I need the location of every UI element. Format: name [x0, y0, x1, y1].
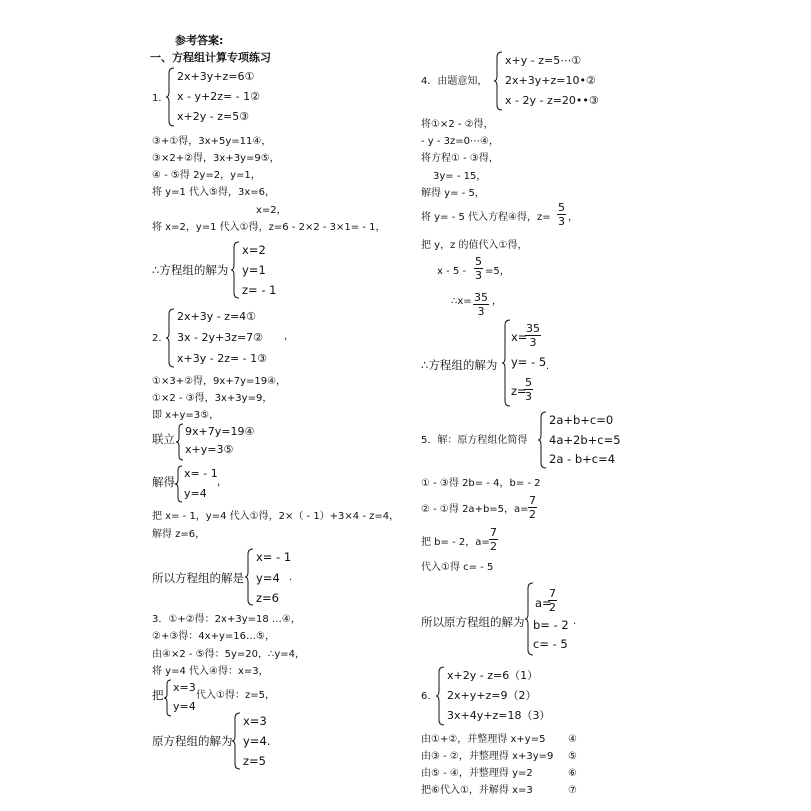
denominator: 3 [525, 390, 532, 403]
p1-sol-z: z= - 1 [242, 283, 277, 297]
p2-comma: ， [284, 331, 294, 342]
p4-x-result-tail: ， [492, 296, 502, 307]
p1-eq2: x - y+2z= - 1② [177, 90, 261, 103]
p6-step2: 由③ - ②，并整理得 x+3y=9 [421, 751, 554, 762]
p5-fraction-a2 [489, 527, 498, 552]
p2-step5: 解得 z=6， [152, 529, 206, 540]
p6-mark4: ⑦ [568, 785, 577, 796]
p6-number: 6. [421, 691, 431, 702]
p2-sol-y: y=4 [256, 571, 280, 585]
p1-eq1: 2x+3y+z=6① [177, 70, 255, 83]
denominator: 2 [549, 601, 556, 614]
p3-ba-x: x=3 [173, 681, 196, 694]
p2-eq2: 3x - 2y+3z=7② [177, 331, 264, 344]
p5-eq1: 2a+b+c=0 [549, 413, 614, 427]
p4-x-result: ∴x= [451, 296, 472, 307]
denominator: 3 [475, 269, 482, 282]
p2-lianli-eq2: x+y=3⑤ [185, 443, 234, 456]
p2-sol-period: . [289, 572, 293, 583]
p6-step1: 由①+②，并整理得 x+y=5 [421, 734, 546, 745]
p4-fraction-z [557, 202, 566, 227]
p5-step2: ② - ①得 2a+b=5，a= [421, 504, 529, 515]
p4-sol-z-label: z= [511, 384, 527, 398]
answer-header: 参考答案: [175, 34, 224, 47]
p1-number: 1. [152, 93, 162, 104]
p4-fraction-x-line [474, 256, 483, 281]
p2-eq1: 2x+3y - z=4① [177, 310, 257, 323]
p2-jiede-comma: ， [217, 477, 227, 488]
p3-step3: 由④×2 - ⑤得：5y=20，∴y=4， [152, 649, 306, 660]
p3-ba-label: 把 [152, 688, 164, 702]
p4-step2: - y - 3z=0⋯④， [421, 136, 499, 147]
p5-sol-b-tail: · [573, 619, 577, 630]
p3-ba-brace [164, 680, 173, 716]
p4-sol-x-label: x= [511, 330, 528, 344]
denominator: 3 [558, 215, 565, 228]
p4-solution-label: ∴方程组的解为 [421, 358, 498, 372]
p3-ba-y: y=4 [173, 700, 196, 713]
numerator: 5 [475, 255, 482, 268]
p3-sol-y: y=4. [243, 734, 271, 748]
p4-sub-line: 将 y= - 5 代入方程④得，z= [421, 212, 551, 223]
p1-solution-label: ∴方程组的解为 [152, 263, 229, 277]
numerator: 7 [490, 526, 497, 539]
p2-eq3: x+3y - 2z= - 1③ [177, 352, 268, 365]
p5-sol-b: b= - 2 [533, 618, 569, 632]
p6-eq2: 2x+y+z=9（2） [447, 689, 537, 702]
denominator: 3 [529, 336, 537, 349]
p4-sol-z-fraction [524, 377, 533, 402]
p3-solution-label: 原方程组的解为 [152, 734, 233, 748]
p5-step1: ① - ③得 2b= - 4，b= - 2 [421, 478, 541, 489]
p5-sol-a-label: a= [535, 596, 552, 610]
p5-sol-c: c= - 5 [533, 637, 568, 651]
p6-mark2: ⑤ [568, 751, 577, 762]
p2-sol-z: z=6 [256, 591, 279, 605]
p6-eq1: x+2y - z=6（1） [447, 669, 539, 682]
numerator: 5 [558, 201, 565, 214]
p1-step3: ④ - ⑤得 2y=2，y=1， [152, 170, 261, 181]
numerator: 7 [529, 494, 536, 507]
p5-eq2: 4a+2b+c=5 [549, 433, 621, 447]
p1-step1: ③+①得，3x+5y=11④， [152, 136, 272, 147]
p4-x-line: x - 5 - [437, 266, 467, 277]
numerator: 35 [474, 291, 488, 304]
p4-step1: 将①×2 - ②得， [421, 119, 494, 130]
p4-fraction-x [473, 292, 489, 317]
p4-eq2: 2x+3y+z=10•② [505, 74, 596, 87]
p4-head: 4．由题意知， [421, 76, 488, 87]
p6-step4: 把⑥代入①，并解得 x=3 [421, 785, 533, 796]
denominator: 2 [490, 540, 497, 553]
p4-step4: 3y= - 15， [433, 171, 487, 182]
p5-fraction-a [528, 495, 537, 520]
p4-sol-x-fraction [525, 323, 541, 348]
p5-step4: 代入①得 c= - 5 [421, 562, 494, 573]
p3-step2: ②+③得：4x+y=16…⑤， [152, 631, 275, 642]
p4-sol-y: y= - 5 [511, 355, 547, 369]
p2-solution-brace [245, 549, 255, 605]
p1-eq3: x+2y - z=5③ [177, 110, 250, 123]
p2-jiede-brace [175, 466, 184, 502]
p2-step4: 把 x= - 1，y=4 代入①得，2×（ - 1）+3×4 - z=4， [152, 511, 400, 522]
p2-step3: 即 x+y=3⑤， [152, 410, 220, 421]
p1-sol-x: x=2 [242, 243, 266, 257]
denominator: 3 [477, 305, 485, 318]
p5-head: 5．解：原方程组化简得 [421, 435, 528, 446]
p4-brace [494, 52, 504, 110]
p2-step2: ①×2 - ③得，3x+3y=9， [152, 393, 273, 404]
p5-sol-a-fraction [548, 588, 557, 613]
p3-step4: 将 y=4 代入④得：x=3， [152, 666, 269, 677]
p1-brace [166, 68, 176, 126]
p6-step3: 由⑤ - ④，并整理得 y=2 [421, 768, 533, 779]
numerator: 35 [526, 322, 540, 335]
p4-step3: 将方程① - ③得， [421, 153, 499, 164]
p4-ba-line: 把 y，z 的值代入①得， [421, 240, 528, 251]
p2-jiede-x: x= - 1 [184, 467, 218, 480]
p4-x-line-tail: =5， [485, 266, 510, 277]
p6-eq3: 3x+4y+z=18（3） [447, 709, 551, 722]
p2-jiede-y: y=4 [184, 487, 207, 500]
p2-sol-x: x= - 1 [256, 550, 292, 564]
p4-eq3: x - 2y - z=20••③ [505, 94, 599, 107]
p4-step5: 解得 y= - 5， [421, 188, 485, 199]
p5-step3: 把 b= - 2，a= [421, 537, 490, 548]
p1-step6: 将 x=2，y=1 代入①得，z=6 - 2×2 - 3×1= - 1， [152, 222, 386, 233]
p3-step1: 3．①+②得：2x+3y=18 …④， [152, 614, 301, 625]
p1-step2: ③×2+②得，3x+3y=9⑤， [152, 153, 280, 164]
p1-sol-y: y=1 [242, 263, 266, 277]
numerator: 7 [549, 587, 556, 600]
p6-mark1: ④ [568, 734, 577, 745]
p3-sol-z: z=5 [243, 754, 266, 768]
p2-number: 2. [152, 333, 162, 344]
p5-solution-label: 所以原方程组的解为 [421, 615, 525, 629]
p1-step5: x=2， [256, 205, 287, 216]
p3-ba-tail: 代入①得：z=5， [196, 690, 275, 701]
p2-step1: ①×3+②得，9x+7y=19④， [152, 376, 287, 387]
p3-sol-x: x=3 [243, 714, 267, 728]
p1-step4: 将 y=1 代入⑤得，3x=6， [152, 187, 276, 198]
p2-lianli-eq1: 9x+7y=19④ [185, 425, 255, 438]
p1-solution-brace [231, 242, 241, 298]
p3-solution-brace [232, 713, 242, 769]
p2-brace [166, 309, 176, 367]
p2-lianli-label: 联立 [152, 432, 175, 446]
p2-solution-label: 所以方程组的解是 [152, 571, 244, 585]
p2-lianli-brace [176, 424, 185, 460]
section-title: 一、方程组计算专项练习 [150, 51, 271, 64]
numerator: 5 [525, 376, 532, 389]
p2-jiede-label: 解得 [152, 475, 175, 489]
p4-eq1: x+y - z=5⋯① [505, 54, 582, 67]
p6-mark3: ⑥ [568, 768, 577, 779]
denominator: 2 [529, 508, 536, 521]
p5-brace [538, 412, 548, 468]
p4-sol-period: . [546, 361, 550, 372]
p6-brace [436, 667, 446, 725]
p5-eq3: 2a - b+c=4 [549, 452, 616, 466]
p4-sub-tail: ， [568, 212, 578, 223]
